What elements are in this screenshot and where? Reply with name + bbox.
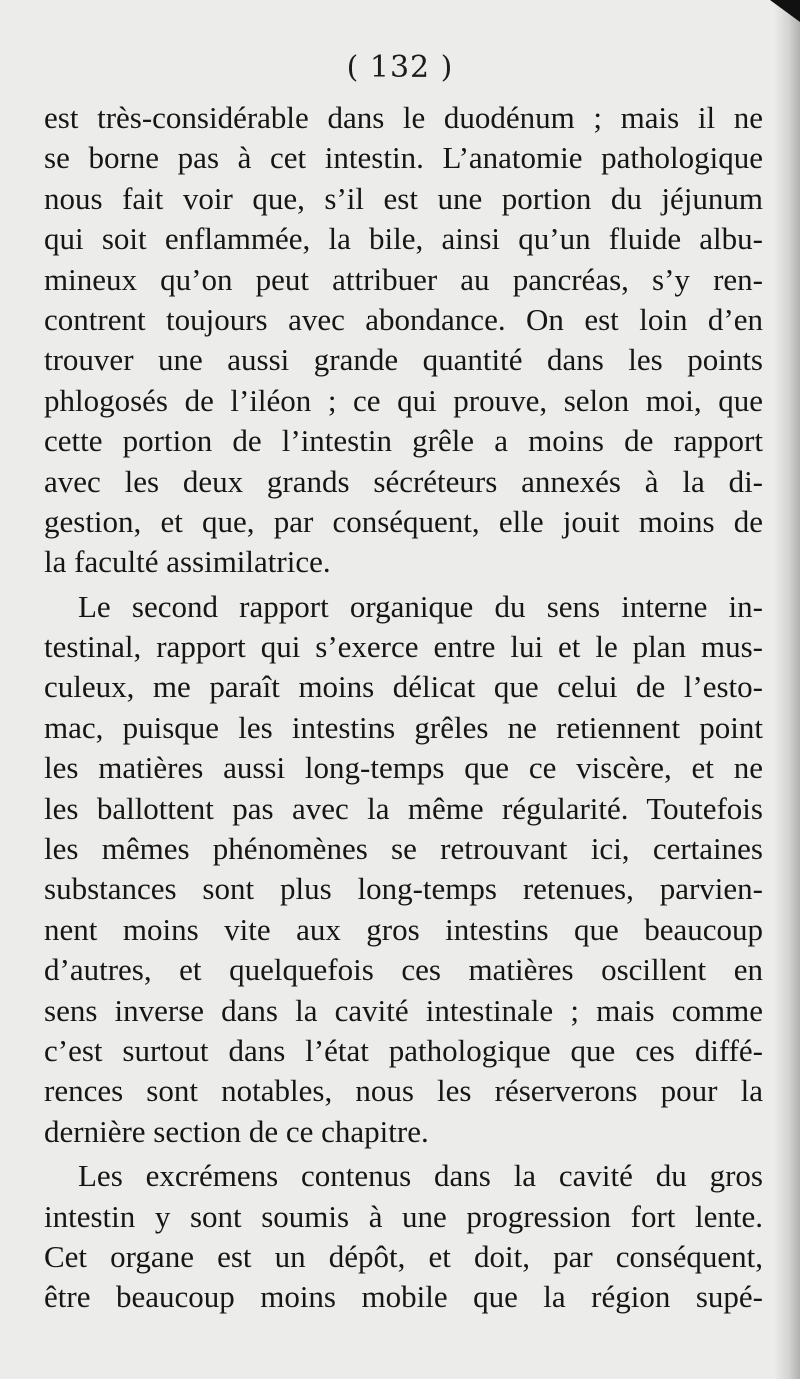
text-line: être beaucoup moins mobile que la région supé-	[44, 1279, 763, 1315]
text-line: se borne pas à cet intestin. L’anatomie pathologique	[44, 140, 763, 176]
text-line: phlogosés de l’iléon ; ce qui prouve, selon moi, que	[44, 382, 763, 418]
body-text	[44, 98, 763, 1318]
text-line: qui soit enflammée, la bile, ainsi qu’un fluide albu-	[44, 221, 763, 257]
text-line: sens inverse dans la cavité intestinale ; mais comme	[44, 992, 763, 1028]
text-line: la faculté assimilatrice.	[44, 544, 331, 580]
text-line: culeux, me paraît moins délicat que celui de l’esto-	[44, 669, 763, 705]
text-line: gestion, et que, par conséquent, elle jouit moins de	[44, 503, 763, 539]
text-line: Le second rapport organique du sens interne in-	[78, 588, 763, 624]
text-line: d’autres, et quelquefois ces matières oscillent en	[44, 952, 763, 988]
text-line: avec les deux grands sécréteurs annexés à la di-	[44, 463, 763, 499]
text-line: trouver une aussi grande quantité dans les points	[44, 342, 763, 378]
text-line: mineux qu’on peut attribuer au pancréas, s’y ren-	[44, 261, 763, 297]
text-line: les mêmes phénomènes se retrouvant ici, certaines	[44, 831, 763, 867]
text-line: mac, puisque les intestins grêles ne retiennent point	[44, 709, 763, 745]
text-line: est très-considérable dans le duodénum ; mais il ne	[44, 100, 763, 135]
text-line: les ballottent pas avec la même régularité. Toutefois	[44, 790, 763, 826]
page-number: ( 132 )	[346, 50, 454, 85]
text-line: substances sont plus long-temps retenues, parvien-	[44, 871, 763, 907]
text-line: dernière section de ce chapitre.	[44, 1113, 429, 1149]
text-line: rences sont notables, nous les réserverons pour la	[44, 1073, 763, 1109]
text-line: Cet organe est un dépôt, et doit, par conséquent,	[44, 1238, 763, 1274]
text-line: nent moins vite aux gros intestins que beaucoup	[44, 911, 763, 947]
text-line: intestin y sont soumis à une progression fort lente.	[44, 1198, 763, 1234]
text-line: les matières aussi long-temps que ce viscère, et ne	[44, 750, 763, 786]
text-line: nous fait voir que, s’il est une portion du jéjunum	[44, 180, 763, 216]
text-line: c’est surtout dans l’état pathologique que ces diffé-	[44, 1032, 763, 1068]
text-line: Les excrémens contenus dans la cavité du gros	[78, 1158, 763, 1194]
text-line: cette portion de l’intestin grêle a moins de rapport	[44, 423, 763, 459]
text-line: contrent toujours avec abondance. On est loin d’en	[44, 301, 763, 337]
page-edge-shadow	[774, 0, 800, 1379]
text-line: testinal, rapport qui s’exerce entre lui et le plan mus-	[44, 629, 763, 665]
